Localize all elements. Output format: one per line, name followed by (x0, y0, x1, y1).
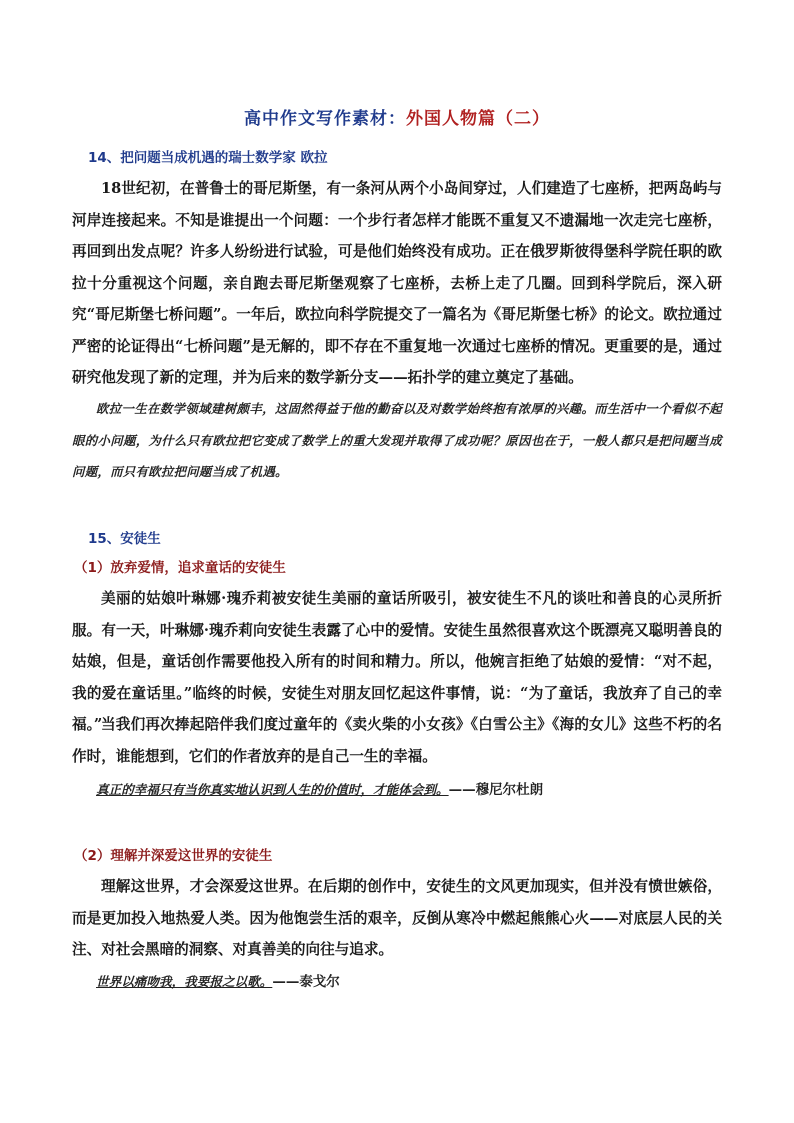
section-15-part-2-paragraph: 理解这世界，才会深爱这世界。在后期的创作中，安徒生的文风更加现实，但并没有愤世嫉俗，而是更加投入地热爱人类。因为他饱尝生活的艰辛，反倒从寒冷中燃起熊熊心火——对底层人民的关注、对社会黑暗的洞察、对真善美的向往与追求。 (72, 878, 722, 958)
page-title (0, 104, 794, 129)
quote-text: 真正的幸福只有当你真实地认识到人生的价值时，才能体会到。 (96, 782, 449, 797)
section-14-paragraph: 18世纪初，在普鲁士的哥尼斯堡，有一条河从两个小岛间穿过，人们建造了七座桥，把两岛屿与河岸连接起来。不知是谁提出一个问题：一个步行者怎样才能既不重复又不遗漏地一次走完七座桥，再回到出发点呢？许多人纷纷进行试验，可是他们始终没有成功。正在俄罗斯彼得堡科学院任职的欧拉十分重视这个问题，亲自跑去哥尼斯堡观察了七座桥，去桥上走了几圈。回到科学院后，深入研究“哥尼斯堡七桥问题”。一年后，欧拉向科学院提交了一篇名为《哥尼斯堡七桥》的论文。欧拉通过严密的论证得出“七桥问题”是无解的，即不存在不重复地一次通过七座桥的情况。更重要的是，通过研究他发现了新的定理，并为后来的数学新分支——拓扑学的建立奠定了基础。 (72, 180, 722, 386)
section-14-heading: 14、把问题当成机遇的瑞士数学家 欧拉 (88, 150, 328, 166)
section-14-commentary: 欧拉一生在数学领域建树颇丰，这固然得益于他的勤奋以及对数学始终抱有浓厚的兴趣。而生活中一个看似不起眼的小问题，为什么只有欧拉把它变成了数学上的重大发现并取得了成功呢？原因也在于，一般人都只是把问题当成问题，而只有欧拉把问题当成了机遇。 (72, 401, 722, 479)
section-15-part-1-paragraph-2: 当我们再次捧起陪伴我们度过童年的《卖火柴的小女孩》《白雪公主》《海的女儿》这些不朽的名作时，谁能想到，它们的作者放弃的是自己一生的幸福。 (72, 716, 722, 765)
section-15-part-1-quote (96, 778, 543, 798)
quote-text: 世界以痛吻我，我要报之以歌。 (96, 974, 273, 989)
title-sub: 外国人物篇（二） (406, 109, 550, 129)
quote-author: ——泰戈尔 (272, 974, 340, 990)
section-15-part-2-subheading: （2）理解并深爱这世界的安徒生 (74, 848, 273, 864)
quote-author: ——穆尼尔杜朗 (448, 782, 544, 798)
title-main: 高中作文写作素材： (244, 109, 406, 129)
section-15-part-1-subheading: （1）放弃爱情，追求童话的安徒生 (74, 560, 286, 576)
section-15-part-2-quote (96, 970, 340, 990)
section-15-part-1-paragraph-1: 美丽的姑娘叶琳娜·瑰乔莉被安徒生美丽的童话所吸引，被安徒生不凡的谈吐和善良的心灵所折服。有一天，叶琳娜·瑰乔莉向安徒生表露了心中的爱情。安徒生虽然很喜欢这个既漂亮又聪明善良的姑娘，但是，童话创作需要他投入所有的时间和精力。所以，他婉言拒绝了姑娘的爱情：“对不起，我的爱在童话里。”临终的时候，安徒生对朋友回忆起这件事情，说：“为了童话，我放弃了自己的幸福。” (72, 590, 722, 733)
section-15-heading: 15、安徒生 (88, 531, 161, 547)
